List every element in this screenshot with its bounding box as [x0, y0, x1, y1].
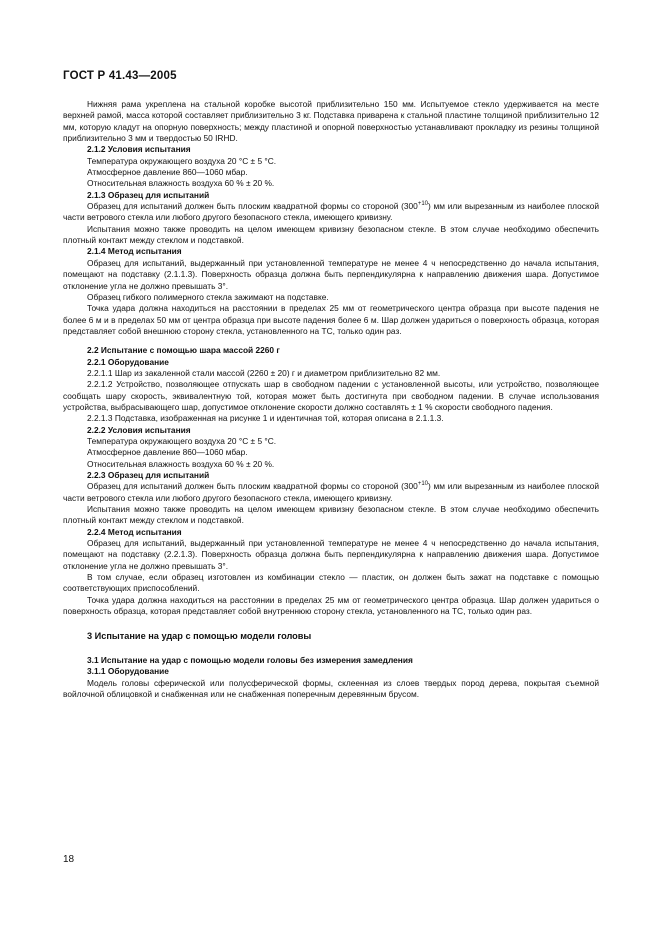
subsection-heading: 2.2.4 Метод испытания [87, 526, 182, 537]
paragraph: Образец гибкого полимерного стекла зажимают на подставке. [87, 291, 329, 302]
section-heading: 3.1 Испытание на удар с помощью модели головы без измерения замедления [87, 654, 413, 665]
text-run: ) мм или вырезанным из наиболее плоской части ветрового стекла или любого другого безопасного стекла, имеющего кривизну. [63, 201, 599, 223]
text-run: Образец для испытаний должен быть плоским квадратной формы со стороной (300 [87, 481, 418, 492]
paragraph: Относительная влажность воздуха 60 % ± 20 %. [87, 178, 275, 189]
subsection-heading: 2.2.1 Оборудование [87, 356, 169, 367]
paragraph: Модель головы сферической или полусферической формы, склеенная из слоев твердых пород дерева, покрытая съемной войлочной облицовкой и снабженная или не снабженная поперечным деревянным брусом. [63, 677, 599, 699]
text-run: Образец для испытаний должен быть плоским квадратной формы со стороной (300 [87, 201, 418, 212]
paragraph: 2.2.1.3 Подставка, изображенная на рисунке 1 и идентичная той, которая описана в 2.1.1.3. [87, 413, 444, 424]
page-number: 18 [63, 854, 75, 865]
paragraph: Точка удара должна находиться на расстоянии в пределах 25 мм от геометрического центра образца при высоте падения не более 6 м и в пределах 50 мм от центра образца при высоте падения более 6 м. Шар должен удариться о поверхность образца, которая представляет собой внешнюю сторону стекла, установленного на ТС, только один раз. [63, 303, 599, 336]
paragraph: Образец для испытаний, выдержанный при установленной температуре не менее 4 ч непосредственно до начала испытания, помещают на подставку (2.2.1.3). Поверхность образца должна быть перпендикулярна к направлению движения шара. Допустимое отклонение угла не должно превышать 3°. [63, 538, 599, 571]
subsection-heading: 2.2.2 Условия испытания [87, 424, 191, 435]
paragraph: Температура окружающего воздуха 20 °С ± 5 °С. [87, 435, 277, 446]
section-heading: 2.2 Испытание с помощью шара массой 2260 г [87, 345, 280, 356]
superscript: +10 [417, 201, 429, 208]
section-heading: 3 Испытание на удар с помощью модели головы [87, 631, 312, 642]
subsection-heading: 3.1.1 Оборудование [87, 666, 169, 677]
subsection-heading: 2.1.4 Метод испытания [87, 246, 182, 257]
subsection-heading: 2.1.3 Образец для испытаний [87, 189, 210, 200]
paragraph: Температура окружающего воздуха 20 °С ± 5 °С. [87, 155, 277, 166]
paragraph: Относительная влажность воздуха 60 % ± 20 %. [87, 458, 275, 469]
subsection-heading: 2.2.3 Образец для испытаний [87, 470, 210, 480]
paragraph: Испытания можно также проводить на целом имеющем кривизну безопасном стекле. В этом случае необходимо обеспечить плотный контакт между стеклом и подставкой. [63, 223, 599, 246]
text-run: ) мм или вырезанным из наиболее плоской части ветрового стекла или любого другого безопасного стекла, имеющего кривизну. [63, 481, 599, 503]
paragraph: Атмосферное давление 860—1060 мбар. [87, 167, 248, 178]
paragraph: 2.2.1.1 Шар из закаленной стали массой (2260 ± 20) г и диаметром приблизительно 82 мм. [87, 367, 441, 378]
document-body [63, 99, 599, 700]
document-header: ГОСТ Р 41.43—2005 [63, 70, 177, 82]
subsection-heading: 2.1.2 Условия испытания [87, 144, 191, 155]
paragraph [63, 481, 599, 504]
paragraph: Образец для испытаний, выдержанный при установленной температуре не менее 4 ч непосредственно до начала испытания, помещают на подставку (2.1.1.3). Поверхность образца должна быть перпендикулярна к направлению движения шара. Допустимое отклонение угла не должно превышать 3°. [63, 257, 599, 291]
superscript: +10 [417, 481, 429, 488]
paragraph: В том случае, если образец изготовлен из комбинации стекло — пластик, он должен быть зажат на подставке с помощью соответствующих приспособлений. [63, 572, 599, 594]
paragraph [63, 201, 599, 224]
paragraph: Точка удара должна находиться на расстоянии в пределах 25 мм от геометрического центра образца. Шар должен удариться о поверхность образца, которая представляет собой внутреннюю сторону стекла, установленного на ТС, только один раз. [63, 594, 599, 617]
paragraph: 2.2.1.2 Устройство, позволяющее отпускать шар в свободном падении с установленной высоты, или устройство, позволяющее сообщать шару скорость, эквивалентную той, которая может быть достигнута при свободном падении. В случае использования устройства, выбрасывающего шар, допустимое отклонение скорости должно составлять ± 1 % скорости свободного падения. [63, 379, 599, 412]
paragraph: Атмосферное давление 860—1060 мбар. [87, 447, 248, 458]
paragraph: Испытания можно также проводить на целом имеющем кривизну безопасном стекле. В этом случае необходимо обеспечить плотный контакт между стеклом и подставкой. [63, 504, 599, 526]
paragraph: Нижняя рама укреплена на стальной коробке высотой приблизительно 150 мм. Испытуемое стекло удерживается на месте верхней рамой, масса которой составляет приблизительно 3 кг. Подставка приварена к стальной пластине толщиной приблизительно 12 мм, которую кладут на опорную поверхность; между пластиной и опорной поверхностью устанавливают прокладку из резины толщиной приблизительно 3 мм и твердостью 50 IRHD. [63, 99, 599, 144]
